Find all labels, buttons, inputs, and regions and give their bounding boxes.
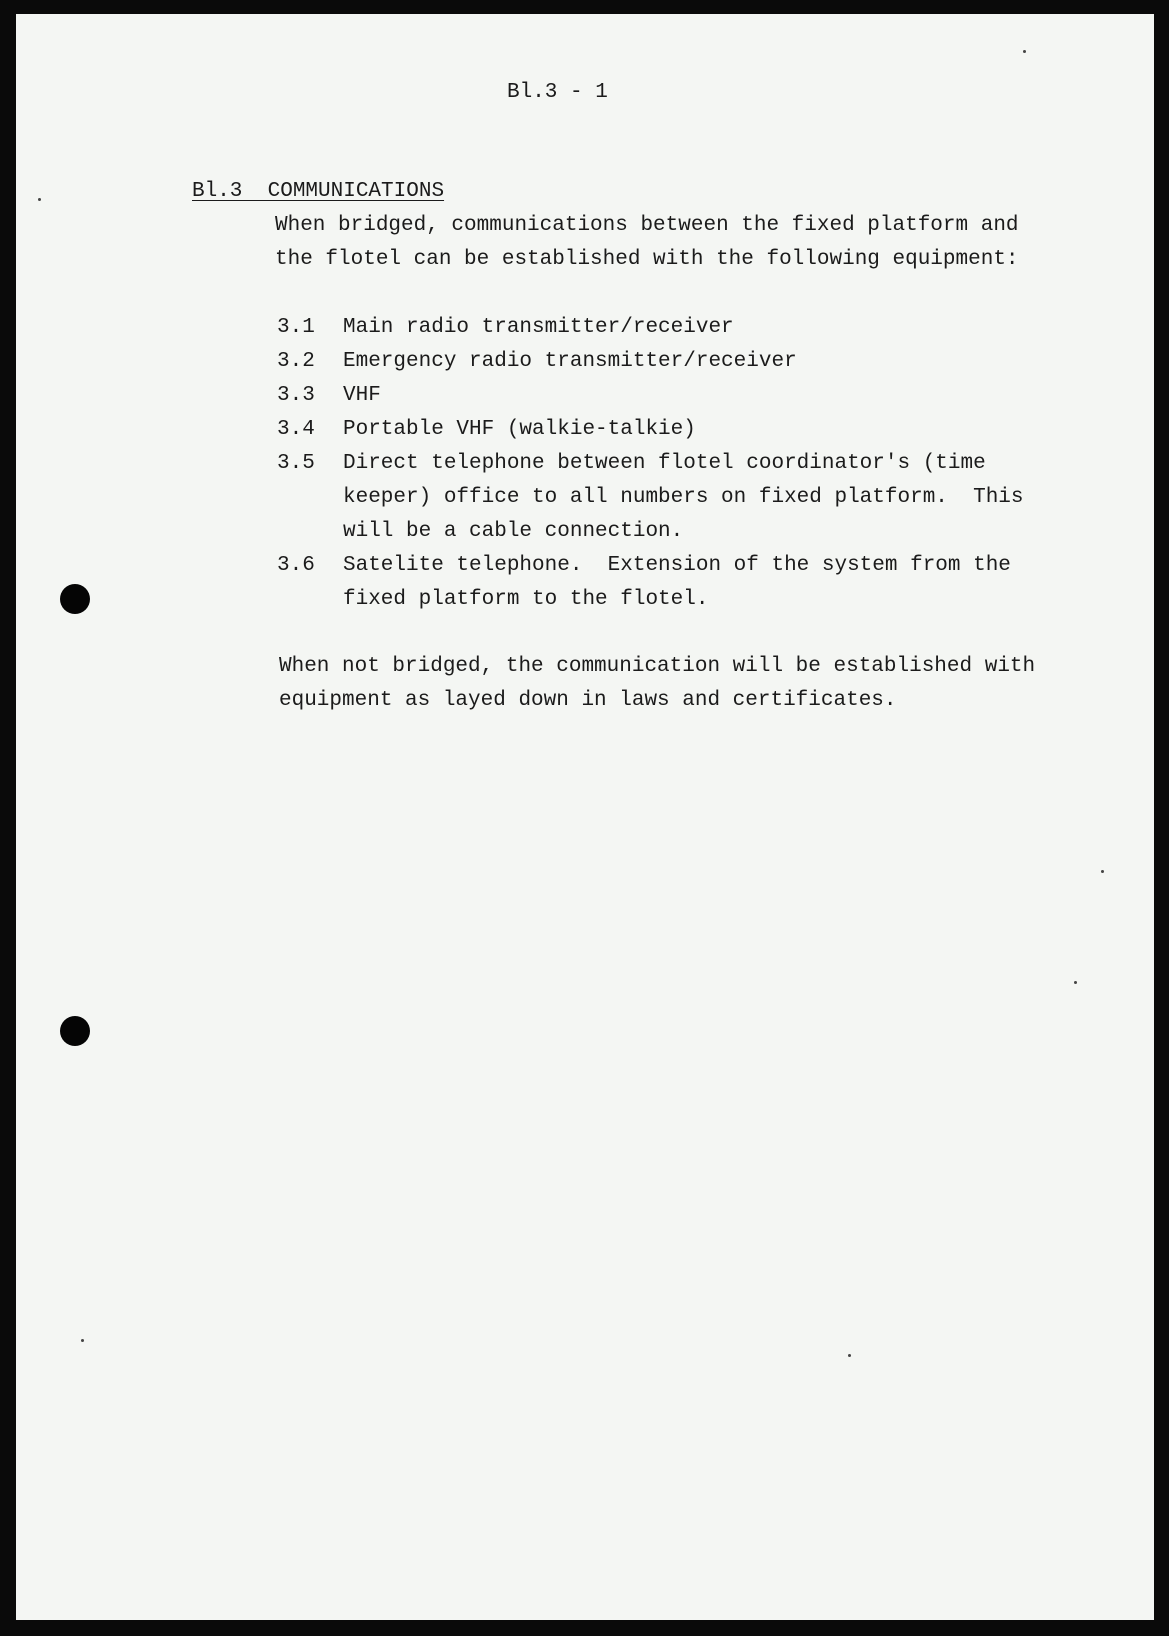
document-page — [16, 14, 1154, 1620]
item-text — [343, 413, 1137, 447]
intro-line: When bridged, communications between the fixed platform and — [275, 214, 1019, 237]
intro-paragraph — [275, 209, 1115, 277]
paper-speck — [1074, 981, 1077, 984]
intro-line: the flotel can be established with the following equipment: — [275, 248, 1019, 271]
page-number: Bl.3 - 1 — [507, 81, 608, 104]
closing-line: When not bridged, the communication will be established with — [279, 655, 1036, 678]
punch-hole — [60, 1016, 90, 1046]
section-heading: Bl.3 COMMUNICATIONS — [192, 180, 445, 203]
closing-line: equipment as layed down in laws and certificates. — [279, 689, 897, 712]
list-item — [277, 311, 1137, 345]
item-line: VHF — [343, 384, 381, 407]
paper-speck — [848, 1354, 851, 1357]
item-line: Main radio transmitter/receiver — [343, 316, 734, 339]
list-item — [277, 413, 1137, 447]
punch-hole — [60, 584, 90, 614]
item-line: Emergency radio transmitter/receiver — [343, 350, 797, 373]
item-text — [343, 379, 1137, 413]
list-item — [277, 379, 1137, 413]
item-number: 3.6 — [277, 554, 315, 577]
item-number: 3.2 — [277, 350, 315, 373]
list-item — [277, 549, 1137, 617]
paper-speck — [1101, 870, 1104, 873]
paper-speck — [38, 198, 41, 201]
closing-paragraph — [279, 650, 1139, 718]
item-line: Direct telephone between flotel coordinator's (time — [343, 452, 986, 475]
item-text — [343, 549, 1137, 617]
paper-speck — [81, 1339, 84, 1342]
list-item — [277, 345, 1137, 379]
equipment-list — [277, 311, 1137, 617]
list-item — [277, 447, 1137, 549]
item-number: 3.1 — [277, 316, 315, 339]
item-line: fixed platform to the flotel. — [343, 588, 709, 611]
item-number: 3.3 — [277, 384, 315, 407]
item-line: Portable VHF (walkie-talkie) — [343, 418, 696, 441]
item-line: will be a cable connection. — [343, 520, 684, 543]
item-line: Satelite telephone. Extension of the system from the — [343, 554, 1011, 577]
item-text — [343, 345, 1137, 379]
paper-speck — [1023, 50, 1026, 53]
item-number: 3.4 — [277, 418, 315, 441]
item-line: keeper) office to all numbers on fixed platform. This — [343, 486, 1024, 509]
item-text — [343, 311, 1137, 345]
item-number: 3.5 — [277, 452, 315, 475]
item-text — [343, 447, 1137, 549]
